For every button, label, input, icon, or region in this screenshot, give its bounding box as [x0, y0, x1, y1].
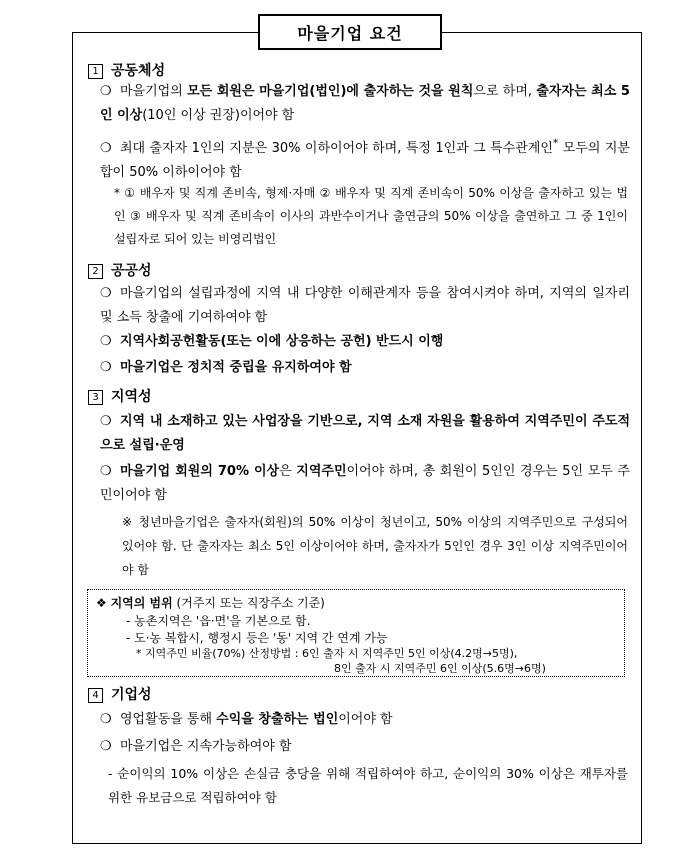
text-bold: 출자자는 최소 5인 이상 [100, 84, 630, 123]
text: 이어야 함 [338, 712, 393, 727]
region-scope-box [87, 589, 625, 677]
text-bold: 수익을 창출하는 법인 [216, 712, 339, 727]
section-number-3: 3 [88, 390, 103, 405]
section-title-3: 지역성 [111, 389, 152, 405]
region-box-heading [96, 595, 325, 611]
text-bold: 마을기업은 정치적 중립을 유지하여야 함 [120, 360, 352, 375]
diamond-bullet-icon: ❖ [96, 596, 107, 610]
circle-bullet-icon: ❍ [100, 360, 112, 375]
region-box-line-1: - 농촌지역은 '읍·면'을 기본으로 함. [126, 614, 311, 628]
text-bold: 지역주민 [296, 464, 347, 479]
list-item-s4-1 [100, 708, 630, 732]
page-title: 마을기업 요건 [258, 14, 442, 50]
circle-bullet-icon: ❍ [100, 739, 112, 754]
text: 마을기업의 설립과정에 지역 내 다양한 이해관계자 등을 참여시켜야 하며, 지역의 일자리 및 소득 창출에 기여하여야 함 [100, 286, 630, 325]
circle-bullet-icon: ❍ [100, 414, 112, 429]
text: (10인 이상 권장)이어야 함 [142, 108, 295, 123]
text: 최대 출자자 1인의 지분은 30% 이하이어야 하며, 특정 1인과 그 특수관계인 [120, 141, 553, 157]
circle-bullet-icon: ❍ [100, 334, 112, 349]
section-heading-1 [88, 60, 165, 80]
text: 모두의 지분 합이 50% 이하이어야 함 [100, 141, 630, 181]
section-title-4: 기업성 [111, 687, 152, 703]
circle-bullet-icon: ❍ [100, 286, 112, 301]
text-bold: 모든 회원은 마을기업(법인)에 출자하는 것을 원칙 [187, 84, 474, 99]
list-item-s2-2 [100, 330, 630, 354]
list-item-s3-1 [100, 410, 630, 458]
text: 이어야 하며, 총 회원이 5인인 경우는 5인 모두 주민이어야 함 [100, 464, 630, 503]
text: 영업활동을 통해 [120, 712, 217, 727]
region-box-line-3: * 지역주민 비율(70%) 산정방법 : 6인 출자 시 지역주민 5인 이상(4.2명→5명), [136, 647, 518, 660]
circle-bullet-icon: ❍ [100, 712, 112, 727]
text-bold: 지역사회공헌활동(또는 이에 상응하는 공헌) 반드시 이행 [120, 334, 444, 349]
circle-bullet-icon: ❍ [100, 84, 112, 99]
text-bold: 지역의 범위 [110, 596, 173, 610]
text: (거주지 또는 직장주소 기준) [172, 596, 325, 610]
sub-item-s4: - 순이익의 10% 이상은 손실금 충당을 위해 적립하여야 하고, 순이익의 30% 이상은 재투자를 위한 유보금으로 적립하여야 함 [108, 766, 628, 805]
section-number-1: 1 [88, 64, 103, 79]
text-bold: 지역 내 소재하고 있는 사업장을 기반으로, 지역 소재 자원을 활용하여 지역주민이 주도적으로 설립·운영 [100, 414, 630, 453]
region-box-line-2: - 도·농 복합시, 행정시 등은 '동' 지역 간 연계 가능 [126, 631, 388, 645]
text: 마을기업의 [120, 84, 188, 99]
section-title-1: 공동체성 [111, 63, 166, 79]
text: 으로 하며, [473, 84, 537, 99]
section-heading-4 [88, 684, 152, 704]
circle-bullet-icon: ❍ [100, 464, 112, 479]
list-item-s4-2 [100, 735, 630, 759]
text: 은 [279, 464, 297, 479]
list-item-s1-1 [100, 80, 630, 128]
section-title-2: 공공성 [111, 263, 152, 279]
list-item-s2-3 [100, 356, 630, 380]
region-box-line-4: 8인 출자 시 지역주민 6인 이상(5.6명→6명) [334, 662, 546, 675]
footnote-s1: * ① 배우자 및 직계 존비속, 형제·자매 ② 배우자 및 직계 존비속이 50% 이상을 출자하고 있는 법인 ③ 배우자 및 직계 존비속이 이사의 과반수이거나 출연금의 50% 이상을 출연하고 그 중 1인이 설립자로 되어 있는 비영리법인 [114, 186, 628, 246]
footnote-mark: * [552, 137, 559, 150]
circle-bullet-icon: ❍ [100, 141, 112, 157]
section-number-4: 4 [88, 688, 103, 703]
list-item-s2-1 [100, 282, 630, 330]
section-heading-3 [88, 386, 152, 406]
section-heading-2 [88, 260, 152, 280]
section-number-2: 2 [88, 264, 103, 279]
text: 마을기업은 지속가능하여야 함 [120, 739, 292, 754]
note-s3: ※ 청년마을기업은 출자자(회원)의 50% 이상이 청년이고, 50% 이상의 지역주민으로 구성되어 있어야 함. 단 출자자는 최소 5인 이상이어야 하며, 출자자가 5인인 경우 3인 이상 지역주민이어야 함 [122, 515, 628, 577]
text-bold: 마을기업 회원의 70% 이상 [120, 464, 280, 479]
list-item-s1-2 [100, 132, 630, 185]
list-item-s3-2 [100, 460, 630, 508]
